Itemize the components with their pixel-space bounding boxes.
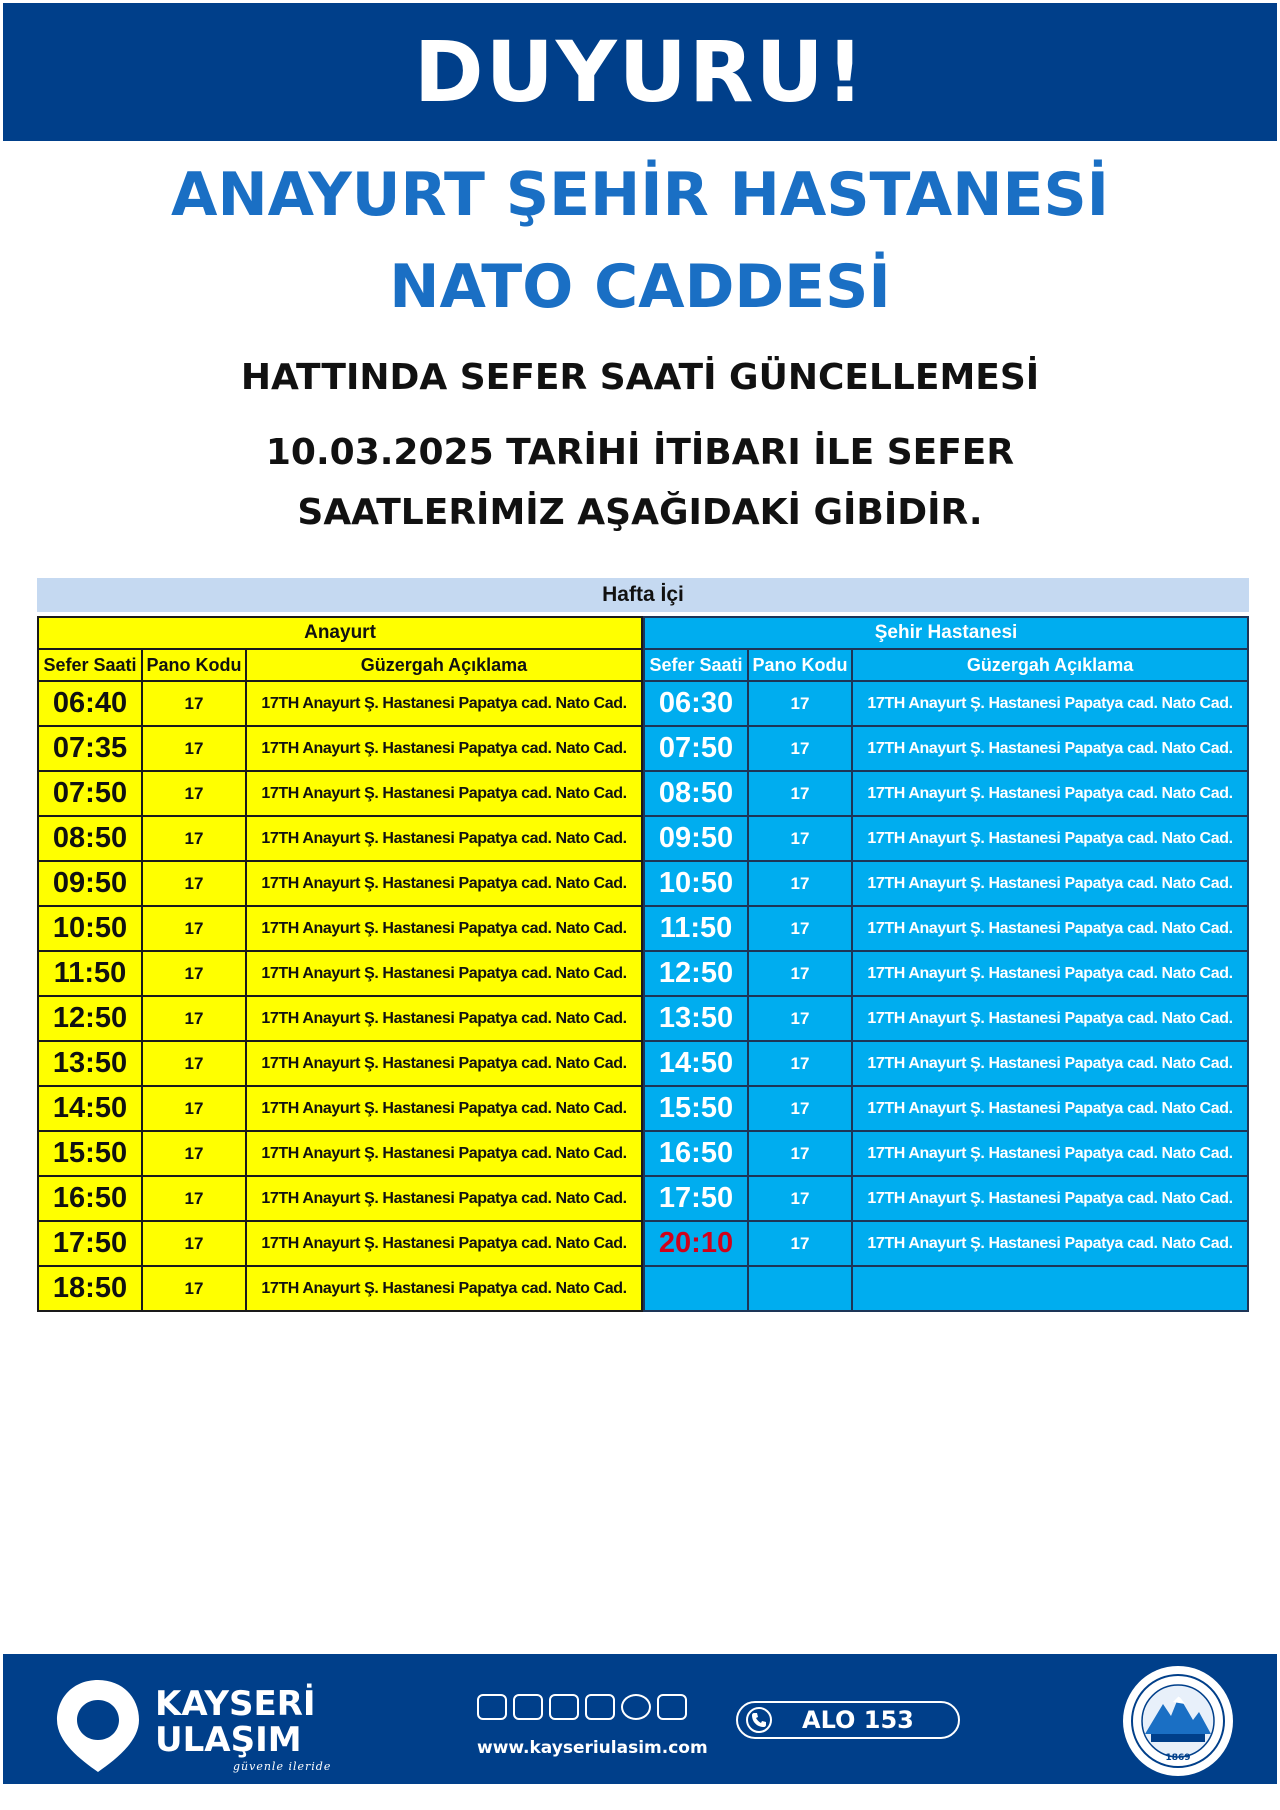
table-row	[38, 681, 642, 726]
route-code: 17	[142, 1086, 246, 1131]
route-code: 17	[142, 1266, 246, 1311]
table-row	[644, 771, 1248, 816]
schedule-tables	[37, 578, 1249, 1312]
route-description: 17TH Anayurt Ş. Hastanesi Papatya cad. Nato Cad.	[852, 861, 1248, 906]
col-code-header: Pano Kodu	[748, 649, 852, 681]
route-code: 17	[142, 681, 246, 726]
table-row	[644, 1266, 1248, 1311]
route-code: 17	[142, 726, 246, 771]
route-description: 17TH Anayurt Ş. Hastanesi Papatya cad. Nato Cad.	[246, 1176, 642, 1221]
route-code: 17	[748, 1221, 852, 1266]
departure-time: 07:35	[38, 726, 142, 771]
table-row	[644, 1131, 1248, 1176]
table-row	[644, 906, 1248, 951]
departure-time: 12:50	[644, 951, 748, 996]
route-description: 17TH Anayurt Ş. Hastanesi Papatya cad. Nato Cad.	[852, 996, 1248, 1041]
route-code: 17	[748, 951, 852, 996]
route-description: 17TH Anayurt Ş. Hastanesi Papatya cad. Nato Cad.	[852, 1086, 1248, 1131]
route-description: 17TH Anayurt Ş. Hastanesi Papatya cad. Nato Cad.	[852, 1131, 1248, 1176]
route-code: 17	[748, 771, 852, 816]
col-time-header: Sefer Saati	[644, 649, 748, 681]
route-code: 17	[748, 726, 852, 771]
hotline-number: ALO 153	[802, 1706, 914, 1734]
table-row	[38, 771, 642, 816]
phone-icon	[746, 1707, 772, 1733]
minibus-icon	[549, 1694, 579, 1720]
table-row	[38, 1041, 642, 1086]
table-row	[644, 681, 1248, 726]
route-code: 17	[748, 816, 852, 861]
departure-time: 17:50	[644, 1176, 748, 1221]
route-description: 17TH Anayurt Ş. Hastanesi Papatya cad. Nato Cad.	[852, 951, 1248, 996]
col-desc-header: Güzergah Açıklama	[852, 649, 1248, 681]
route-description: 17TH Anayurt Ş. Hastanesi Papatya cad. Nato Cad.	[246, 996, 642, 1041]
departure-time: 14:50	[38, 1086, 142, 1131]
departure-time: 09:50	[644, 816, 748, 861]
route-description: 17TH Anayurt Ş. Hastanesi Papatya cad. Nato Cad.	[246, 861, 642, 906]
departure-time: 20:10	[644, 1221, 748, 1266]
brand-name-line1: KAYSERİ	[155, 1684, 316, 1724]
route-code: 17	[748, 1086, 852, 1131]
route-description: 17TH Anayurt Ş. Hastanesi Papatya cad. Nato Cad.	[246, 1131, 642, 1176]
bicycle-icon	[621, 1694, 651, 1720]
table-row	[644, 1221, 1248, 1266]
table-row	[644, 1086, 1248, 1131]
municipality-seal-icon	[1121, 1664, 1235, 1778]
table-row	[644, 816, 1248, 861]
departure-time: 11:50	[644, 906, 748, 951]
route-title-line2: NATO CADDESİ	[389, 252, 891, 322]
website-link[interactable]: www.kayseriulasim.com	[477, 1738, 708, 1758]
route-code: 17	[748, 681, 852, 726]
departure-time: 13:50	[644, 996, 748, 1041]
page-subtitle: HATTINDA SEFER SAATİ GÜNCELLEMESİ	[240, 357, 1040, 398]
route-description: 17TH Anayurt Ş. Hastanesi Papatya cad. Nato Cad.	[852, 1221, 1248, 1266]
departure-time: 10:50	[38, 906, 142, 951]
table-row	[38, 1131, 642, 1176]
route-code: 17	[142, 1176, 246, 1221]
sehir-hastanesi-table	[643, 616, 1249, 1312]
route-code: 17	[142, 1041, 246, 1086]
route-code: 17	[748, 1176, 852, 1221]
anayurt-table	[37, 616, 643, 1312]
route-description: 17TH Anayurt Ş. Hastanesi Papatya cad. Nato Cad.	[246, 1221, 642, 1266]
departure-time: 15:50	[644, 1086, 748, 1131]
departure-time: 18:50	[38, 1266, 142, 1311]
departure-time: 06:30	[644, 681, 748, 726]
departure-time: 12:50	[38, 996, 142, 1041]
departure-time: 09:50	[38, 861, 142, 906]
bus-icon	[513, 1694, 543, 1720]
table-row	[38, 726, 642, 771]
location-pin-icon	[51, 1676, 145, 1776]
route-description: 17TH Anayurt Ş. Hastanesi Papatya cad. Nato Cad.	[852, 1041, 1248, 1086]
brand-tagline: güvenle ileride	[233, 1760, 332, 1773]
route-description: 17TH Anayurt Ş. Hastanesi Papatya cad. Nato Cad.	[246, 1266, 642, 1311]
table-row	[38, 906, 642, 951]
sehir-hastanesi-schedule	[643, 616, 1249, 1312]
departure-time: 11:50	[38, 951, 142, 996]
notice-line2: SAATLERİMİZ AŞAĞIDAKİ GİBİDİR.	[297, 492, 983, 533]
table-row	[38, 816, 642, 861]
departure-time	[644, 1266, 748, 1311]
route-code: 17	[142, 1131, 246, 1176]
departure-time: 16:50	[38, 1176, 142, 1221]
direction-header: Şehir Hastanesi	[644, 617, 1248, 649]
brand-name-line2: ULAŞIM	[155, 1720, 302, 1760]
table-row	[644, 726, 1248, 771]
route-description: 17TH Anayurt Ş. Hastanesi Papatya cad. Nato Cad.	[852, 816, 1248, 861]
anayurt-schedule	[37, 616, 643, 1312]
table-row	[38, 1086, 642, 1131]
route-code: 17	[748, 1131, 852, 1176]
departure-time: 08:50	[38, 816, 142, 861]
route-description: 17TH Anayurt Ş. Hastanesi Papatya cad. Nato Cad.	[246, 906, 642, 951]
banner-title: DUYURU!	[413, 23, 867, 121]
table-row	[38, 1176, 642, 1221]
footer	[3, 1654, 1277, 1784]
departure-time: 16:50	[644, 1131, 748, 1176]
table-row	[644, 996, 1248, 1041]
direction-header: Anayurt	[38, 617, 642, 649]
route-description: 17TH Anayurt Ş. Hastanesi Papatya cad. Nato Cad.	[246, 681, 642, 726]
route-code: 17	[748, 906, 852, 951]
ticket-icon	[657, 1694, 687, 1720]
departure-time: 13:50	[38, 1041, 142, 1086]
route-description: 17TH Anayurt Ş. Hastanesi Papatya cad. Nato Cad.	[852, 726, 1248, 771]
route-code: 17	[142, 951, 246, 996]
schedule-period: Hafta İçi	[37, 578, 1249, 612]
route-code: 17	[748, 1041, 852, 1086]
route-description: 17TH Anayurt Ş. Hastanesi Papatya cad. Nato Cad.	[246, 816, 642, 861]
route-code: 17	[748, 861, 852, 906]
col-code-header: Pano Kodu	[142, 649, 246, 681]
hotline-badge[interactable]	[736, 1701, 960, 1739]
table-row	[644, 861, 1248, 906]
departure-time: 06:40	[38, 681, 142, 726]
route-description: 17TH Anayurt Ş. Hastanesi Papatya cad. Nato Cad.	[246, 1086, 642, 1131]
route-description: 17TH Anayurt Ş. Hastanesi Papatya cad. Nato Cad.	[852, 681, 1248, 726]
seal-year: 1869	[1165, 1753, 1191, 1763]
departure-time: 10:50	[644, 861, 748, 906]
departure-time: 07:50	[38, 771, 142, 816]
route-description	[852, 1266, 1248, 1311]
route-description: 17TH Anayurt Ş. Hastanesi Papatya cad. Nato Cad.	[852, 1176, 1248, 1221]
route-code: 17	[142, 771, 246, 816]
table-row	[38, 996, 642, 1041]
route-title-line1: ANAYURT ŞEHİR HASTANESİ	[171, 160, 1109, 230]
route-description: 17TH Anayurt Ş. Hastanesi Papatya cad. Nato Cad.	[246, 1041, 642, 1086]
departure-time: 17:50	[38, 1221, 142, 1266]
route-code: 17	[142, 861, 246, 906]
route-description: 17TH Anayurt Ş. Hastanesi Papatya cad. Nato Cad.	[246, 726, 642, 771]
notice-line1: 10.03.2025 TARİHİ İTİBARI İLE SEFER	[265, 432, 1015, 473]
route-code: 17	[748, 996, 852, 1041]
table-row	[644, 1041, 1248, 1086]
route-code	[748, 1266, 852, 1311]
col-desc-header: Güzergah Açıklama	[246, 649, 642, 681]
route-code: 17	[142, 906, 246, 951]
route-description: 17TH Anayurt Ş. Hastanesi Papatya cad. Nato Cad.	[852, 771, 1248, 816]
route-description: 17TH Anayurt Ş. Hastanesi Papatya cad. Nato Cad.	[246, 951, 642, 996]
route-code: 17	[142, 816, 246, 861]
table-row	[38, 951, 642, 996]
table-row	[38, 861, 642, 906]
route-code: 17	[142, 1221, 246, 1266]
departure-time: 08:50	[644, 771, 748, 816]
route-code: 17	[142, 996, 246, 1041]
route-description: 17TH Anayurt Ş. Hastanesi Papatya cad. Nato Cad.	[246, 771, 642, 816]
departure-time: 15:50	[38, 1131, 142, 1176]
announcement-banner	[3, 3, 1277, 141]
table-row	[38, 1266, 642, 1311]
col-time-header: Sefer Saati	[38, 649, 142, 681]
transport-icons	[477, 1694, 687, 1720]
car-icon	[585, 1694, 615, 1720]
route-description: 17TH Anayurt Ş. Hastanesi Papatya cad. Nato Cad.	[852, 906, 1248, 951]
departure-time: 14:50	[644, 1041, 748, 1086]
tram-icon	[477, 1694, 507, 1720]
table-row	[38, 1221, 642, 1266]
table-row	[644, 1176, 1248, 1221]
table-row	[644, 951, 1248, 996]
departure-time: 07:50	[644, 726, 748, 771]
